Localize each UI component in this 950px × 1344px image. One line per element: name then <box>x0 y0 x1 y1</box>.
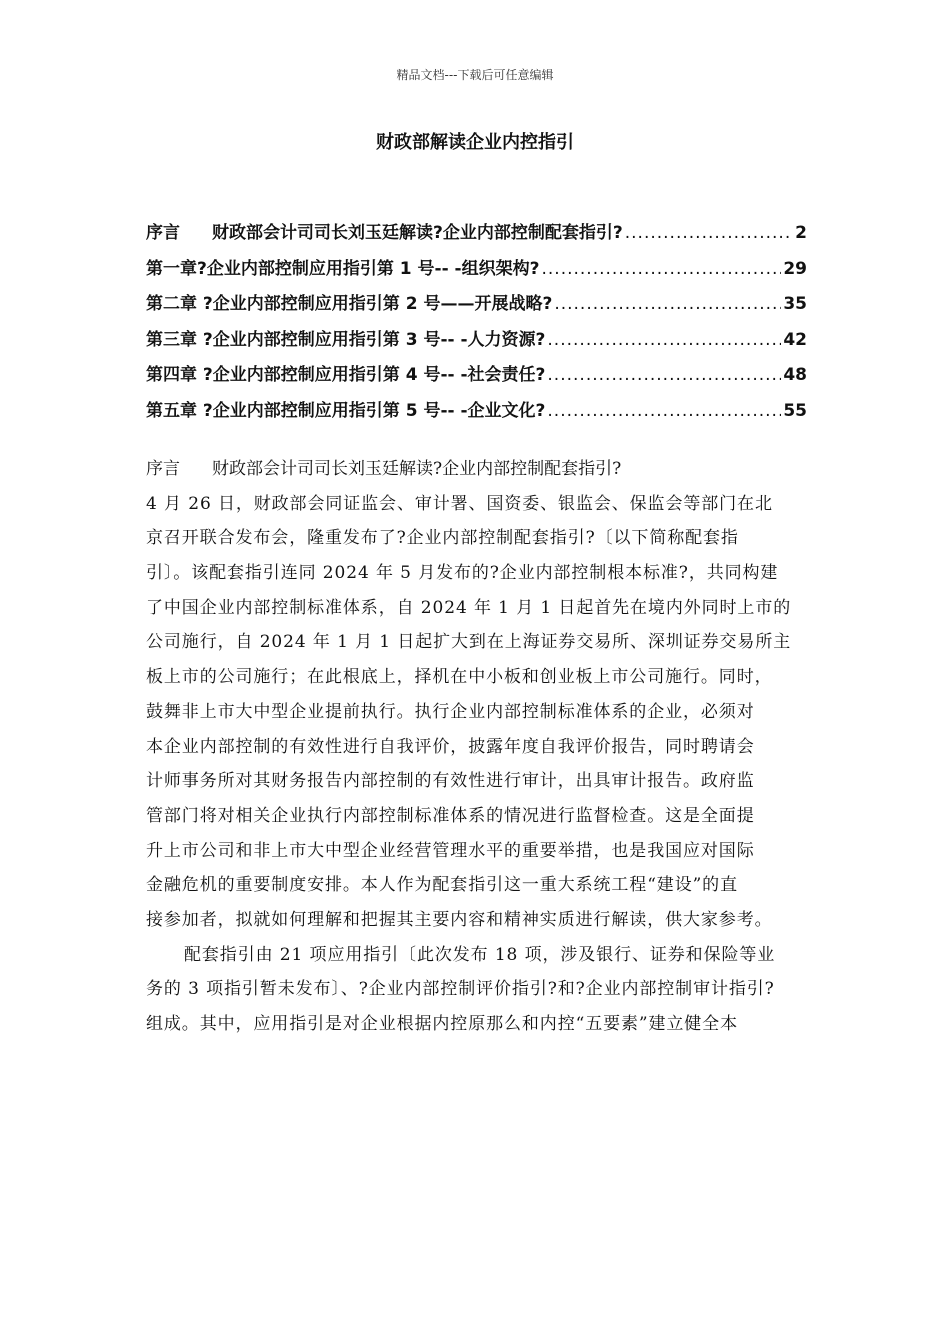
toc-entry-page: 55 <box>783 400 807 421</box>
paragraph-line: 计师事务所对其财务报告内部控制的有效性进行审计，出具审计报告。政府监 <box>146 771 755 792</box>
section-heading <box>146 452 816 487</box>
paragraph-line: 鼓舞非上市大中型企业提前执行。执行企业内部控制标准体系的企业，必须对 <box>146 701 755 722</box>
toc-entry-page: 2 <box>795 223 807 243</box>
toc-entry-title: 第一章?企业内部控制应用指引第 1 号-- -组织架构? <box>146 258 540 279</box>
document-title: 财政部解读企业内控指引 <box>376 132 574 153</box>
paragraph-line: 京召开联合发布会，隆重发布了?企业内部控制配套指引?〔以下简称配套指 <box>146 528 739 549</box>
paragraph-line: 组成。其中，应用指引是对企业根据内控原那么和内控“五要素”建立健全本 <box>146 1014 738 1034</box>
toc-entry-page: 42 <box>783 329 807 350</box>
paragraph-line: 金融危机的重要制度安排。本人作为配套指引这一重大系统工程“建设”的直 <box>146 875 738 896</box>
paragraph-line: 引〕。该配套指引连同 2024 年 5 月发布的?企业内部控制根本标准?，共同构建 <box>146 563 779 584</box>
paragraph-line: 管部门将对相关企业执行内部控制标准体系的情况进行监督检查。这是全面提 <box>146 805 755 826</box>
toc-leader-dots <box>547 330 781 350</box>
toc-entry-chapter-2[interactable] <box>146 289 807 325</box>
toc-leader-dots <box>541 259 781 279</box>
section-heading-prefix: 序言 <box>146 459 180 479</box>
page-header-note: 精品文档---下载后可任意编辑 <box>396 68 554 82</box>
paragraph-line: 务的 3 项指引暂未发布〕、?企业内部控制评价指引?和?企业内部控制审计指引? <box>146 979 775 1000</box>
paragraph-1 <box>146 487 816 938</box>
paragraph-line: 本企业内部控制的有效性进行自我评价，披露年度自我评价报告，同时聘请会 <box>146 736 755 757</box>
toc-entry-title: 第五章 ?企业内部控制应用指引第 5 号-- -企业文化? <box>146 400 546 421</box>
toc-entry-title: 第二章 ?企业内部控制应用指引第 2 号——开展战略? <box>146 294 553 315</box>
paragraph-line: 了中国企业内部控制标准体系，自 2024 年 1 月 1 日起首先在境内外同时上市的 <box>146 597 792 618</box>
toc-entry-preface[interactable] <box>146 218 807 254</box>
toc-leader-dots <box>547 365 781 385</box>
table-of-contents <box>146 218 807 432</box>
paragraph-line: 4 月 26 日，财政部会同证监会、审计署、国资委、银监会、保监会等部门在北 <box>146 493 773 514</box>
paragraph-line: 升上市公司和非上市大中型企业经营管理水平的重要举措，也是我国应对国际 <box>146 840 755 861</box>
toc-entry-chapter-4[interactable] <box>146 360 807 396</box>
toc-entry-chapter-3[interactable] <box>146 325 807 361</box>
toc-entry-chapter-5[interactable] <box>146 396 807 432</box>
toc-leader-dots <box>554 294 781 314</box>
toc-entry-title: 第四章 ?企业内部控制应用指引第 4 号-- -社会责任? <box>146 365 546 386</box>
toc-leader-dots <box>547 401 781 421</box>
paragraph-line: 接参加者，拟就如何理解和把握其主要内容和精神实质进行解读，供大家参考。 <box>146 909 773 930</box>
section-heading-title: 财政部会计司司长刘玉廷解读?企业内部控制配套指引? <box>212 459 622 479</box>
body-text <box>146 452 816 1042</box>
paragraph-line: 配套指引由 21 项应用指引〔此次发布 18 项，涉及银行、证券和保险等业 <box>184 944 776 965</box>
toc-entry-title: 财政部会计司司长刘玉廷解读?企业内部控制配套指引? <box>212 223 623 243</box>
toc-entry-chapter-1[interactable] <box>146 254 807 290</box>
paragraph-line: 板上市的公司施行；在此根底上，择机在中小板和创业板上市公司施行。同时， <box>146 667 773 688</box>
toc-entry-page: 29 <box>783 258 807 279</box>
toc-leader-dots <box>625 223 793 243</box>
paragraph-line: 公司施行，自 2024 年 1 月 1 日起扩大到在上海证券交易所、深圳证券交易所主 <box>146 632 792 653</box>
toc-entry-page: 35 <box>783 294 807 315</box>
toc-entry-prefix: 序言 <box>146 223 180 243</box>
toc-entry-title: 第三章 ?企业内部控制应用指引第 3 号-- -人力资源? <box>146 329 546 350</box>
paragraph-2 <box>146 938 816 1042</box>
toc-entry-page: 48 <box>783 365 807 386</box>
